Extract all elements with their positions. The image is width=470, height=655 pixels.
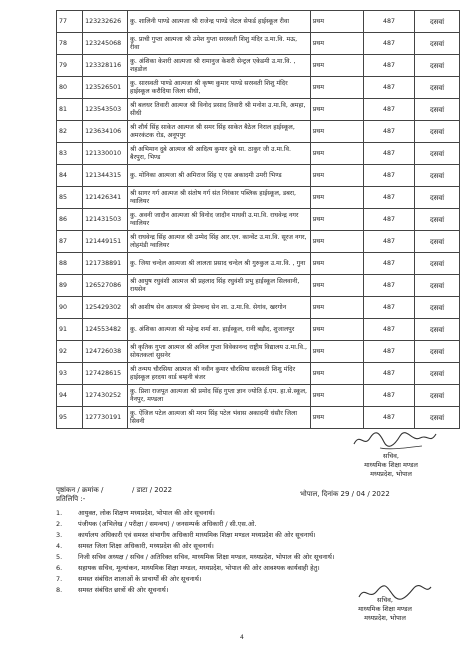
recipient-number: 1. <box>56 509 63 517</box>
marks-cell: 487 <box>363 275 414 297</box>
table-row <box>57 99 460 121</box>
rank-cell: दसवां <box>415 297 460 319</box>
marks-cell: 487 <box>363 253 414 275</box>
rank-cell: दसवां <box>415 121 460 143</box>
serial-number-cell: 80 <box>57 77 83 99</box>
table-row <box>57 209 460 231</box>
student-details-cell: कु. सारस्वती पाण्डे आत्मजा श्री कृष्ण कुमार पाण्डे सरस्वती शिशु मंदिर हाईस्कूल करौदिया जिला सीधी, <box>127 77 310 99</box>
marks-cell: 487 <box>363 407 414 429</box>
marks-cell: 487 <box>363 33 414 55</box>
roll-number-cell: 121738891 <box>83 253 128 275</box>
student-details-cell: श्री सागर गर्ग आत्मज श्री संतोष गर्ग संत निरंकार पब्लिक हाईस्कूल, डबरा, ग्वालियर <box>127 187 310 209</box>
recipient-text: कार्यालय अधिकारी एवं समस्त संभागीय अधिकारी माध्यमिक शिक्षा मण्डल मध्यप्रदेश की ओर सूचनार्थ। <box>78 531 316 539</box>
division-cell: प्रथम <box>310 231 363 253</box>
serial-number-cell: 77 <box>57 11 83 33</box>
marks-cell: 487 <box>363 319 414 341</box>
marks-cell: 487 <box>363 187 414 209</box>
marks-cell: 487 <box>363 385 414 407</box>
student-details-cell: कु. ऐंजिल पटेल आत्मजा श्री मरम सिंह पटेल भंवास अकादमी धंसौर जिला सिवनी <box>127 407 310 429</box>
marks-cell: 487 <box>363 165 414 187</box>
table-row <box>57 231 460 253</box>
table-row <box>57 341 460 363</box>
page-number: 4 <box>240 634 244 641</box>
rank-cell: दसवां <box>415 209 460 231</box>
marks-cell: 487 <box>363 11 414 33</box>
recipient-text: पंजीयक (अभिलेख / परीक्षा / समन्वय) / जनसम्पर्क अधिकारी / सी.एस.ओ. <box>78 520 257 528</box>
table-row <box>57 187 460 209</box>
roll-number-cell: 121330010 <box>83 143 128 165</box>
student-details-cell: श्री राघवेन्द्र सिंह आत्मज श्री उम्मेद सिंह आर.एन. कान्वेंट उ.मा.वि. सूरज नगर, लोहमंडी ग्वालियर <box>127 231 310 253</box>
division-cell: प्रथम <box>310 165 363 187</box>
rank-cell: दसवां <box>415 385 460 407</box>
rank-cell: दसवां <box>415 231 460 253</box>
marks-cell: 487 <box>363 231 414 253</box>
serial-number-cell: 82 <box>57 121 83 143</box>
signatory-location-2: मध्यप्रदेश, भोपाल <box>364 614 406 622</box>
roll-number-cell: 123328116 <box>83 55 128 77</box>
table-row <box>57 165 460 187</box>
signatory-organisation-2: माध्यमिक शिक्षा मण्डल <box>358 605 412 613</box>
serial-number-cell: 90 <box>57 297 83 319</box>
rank-cell: दसवां <box>415 77 460 99</box>
student-details-cell: कु. प्राची गुप्ता आत्मजा श्री उमेश गुप्ता सरस्वती शिशु मंदिर उ.मा.वि. मऊ, रीवा <box>127 33 310 55</box>
merit-list-body <box>57 11 460 429</box>
table-row <box>57 319 460 341</box>
rank-cell: दसवां <box>415 275 460 297</box>
rank-cell: दसवां <box>415 143 460 165</box>
signatory-block-2 <box>330 596 440 623</box>
recipient-text: समस्त जिला शिक्षा अधिकारी, मध्यप्रदेश की ओर सूचनार्थ। <box>78 542 214 550</box>
serial-number-cell: 86 <box>57 209 83 231</box>
division-cell: प्रथम <box>310 253 363 275</box>
signatory-block <box>336 452 446 479</box>
recipient-text: समस्त संबंधित शालाओं के प्राचार्यों की ओर सूचनार्थ। <box>78 575 202 583</box>
serial-number-cell: 88 <box>57 253 83 275</box>
rank-cell: दसवां <box>415 363 460 385</box>
table-row <box>57 275 460 297</box>
roll-number-cell: 127428615 <box>83 363 128 385</box>
roll-number-cell: 124726038 <box>83 341 128 363</box>
student-details-cell: श्री आशीष सेन आत्मज श्री प्रेमचन्द सेन शा. उ.मा.वि. सेगांव, खरगोन <box>127 297 310 319</box>
recipient-number: 7. <box>56 575 63 583</box>
roll-number-cell: 121344315 <box>83 165 128 187</box>
merit-list-table <box>56 10 460 429</box>
roll-number-cell: 127730191 <box>83 407 128 429</box>
serial-number-cell: 87 <box>57 231 83 253</box>
rank-cell: दसवां <box>415 165 460 187</box>
recipient-item <box>56 508 466 519</box>
rank-cell: दसवां <box>415 99 460 121</box>
signature-image <box>350 428 440 452</box>
marks-cell: 487 <box>363 297 414 319</box>
student-details-cell: श्री कृतिक गुप्ता आत्मज श्री अनिल गुप्ता विवेकानन्द राष्ट्रीय विद्यालय उ.मा.वि., सोयतकलां सुसनेर <box>127 341 310 363</box>
roll-number-cell: 121449151 <box>83 231 128 253</box>
recipient-number: 3. <box>56 531 63 539</box>
serial-number-cell: 93 <box>57 363 83 385</box>
recipient-number: 8. <box>56 586 63 594</box>
division-cell: प्रथम <box>310 143 363 165</box>
table-row <box>57 253 460 275</box>
recipient-item <box>56 563 466 574</box>
serial-number-cell: 92 <box>57 341 83 363</box>
recipient-item <box>56 519 466 530</box>
table-row <box>57 55 460 77</box>
division-cell: प्रथम <box>310 319 363 341</box>
student-details-cell: कु. मोनिका आत्मजा श्री अमिराज सिंह ए एस अकादमी उमरी भिण्ड <box>127 165 310 187</box>
serial-number-cell: 85 <box>57 187 83 209</box>
division-cell: प्रथम <box>310 363 363 385</box>
recipient-number: 2. <box>56 520 63 528</box>
signatory-designation-2: सचिव, <box>377 596 393 604</box>
division-cell: प्रथम <box>310 99 363 121</box>
copy-to-heading: प्रतिलिपि :- <box>56 495 86 503</box>
table-row <box>57 363 460 385</box>
table-row <box>57 143 460 165</box>
recipient-text: आयुक्त, लोक शिक्षण मध्यप्रदेश, भोपाल की ओर सूचनार्थ। <box>78 509 215 517</box>
division-cell: प्रथम <box>310 297 363 319</box>
recipient-number: 4. <box>56 542 63 550</box>
serial-number-cell: 79 <box>57 55 83 77</box>
endorsement-number: पृष्ठांकन / क्रमांक / <box>56 486 104 494</box>
division-cell: प्रथम <box>310 11 363 33</box>
serial-number-cell: 84 <box>57 165 83 187</box>
recipient-text: निजी सचिव अध्यक्ष / सचिव / अतिरिक्त सचिव, माध्यमिक शिक्षा मण्डल, मध्यप्रदेश, भोपाल की ओर सूचनार्थ। <box>78 553 335 561</box>
student-details-cell: श्री अभिमान दुबे आत्मज श्री आदित्य कुमार दुबे सा. ठाकुर जी उ.मा.वि. बैरपुरा, भिण्ड <box>127 143 310 165</box>
division-cell: प्रथम <box>310 385 363 407</box>
serial-number-cell: 78 <box>57 33 83 55</box>
table-row <box>57 33 460 55</box>
student-details-cell: कु. शालिनी पाण्डे आत्मजा श्री राजेन्द्र पाण्डे जेटल सेफर्ड हाईस्कूल रीवा <box>127 11 310 33</box>
marks-cell: 487 <box>363 99 414 121</box>
signatory-location: मध्यप्रदेश, भोपाल <box>370 470 412 478</box>
rank-cell: दसवां <box>415 341 460 363</box>
student-details-cell: श्री शौर्य सिंह साकेत आत्मज श्री समर सिंह साकेत बैठेल निराल हाईस्कूल, अमरकंटक रोड, अनूपपुर <box>127 121 310 143</box>
recipient-number: 6. <box>56 564 63 572</box>
roll-number-cell: 123543503 <box>83 99 128 121</box>
division-cell: प्रथम <box>310 407 363 429</box>
table-row <box>57 385 460 407</box>
endorsement-dated: / डाटा / 2022 <box>132 486 173 494</box>
student-details-cell: श्री बलधर तिवारी आत्मज श्री विनोद प्रसाद तिवारी श्री मनोश उ.मा.वि, अमहा, सीधी <box>127 99 310 121</box>
serial-number-cell: 83 <box>57 143 83 165</box>
serial-number-cell: 81 <box>57 99 83 121</box>
division-cell: प्रथम <box>310 77 363 99</box>
student-details-cell: कु. अवनी जादौन आत्मजा श्री विनोद जादौन माधवी उ.मा.वि. राघवेन्द्र नगर ग्वालियर <box>127 209 310 231</box>
signatory-designation: सचिव, <box>383 452 399 460</box>
marks-cell: 487 <box>363 341 414 363</box>
marks-cell: 487 <box>363 363 414 385</box>
rank-cell: दसवां <box>415 11 460 33</box>
serial-number-cell: 91 <box>57 319 83 341</box>
signatory-organisation: माध्यमिक शिक्षा मण्डल <box>364 461 418 469</box>
roll-number-cell: 127430252 <box>83 385 128 407</box>
recipient-item <box>56 552 466 563</box>
roll-number-cell: 121431503 <box>83 209 128 231</box>
table-row <box>57 11 460 33</box>
student-details-cell: श्री आयुष रघुवंशी आत्मज श्री प्रहलाद सिंह रघुवंशी प्रभु हाईस्कूल सिलवानी, रायसेन <box>127 275 310 297</box>
roll-number-cell: 126527086 <box>83 275 128 297</box>
rank-cell: दसवां <box>415 407 460 429</box>
table-row <box>57 77 460 99</box>
marks-cell: 487 <box>363 121 414 143</box>
marks-cell: 487 <box>363 209 414 231</box>
recipient-text: समस्त संबंधित छात्रों की ओर सूचनार्थ। <box>78 586 169 594</box>
rank-cell: दसवां <box>415 33 460 55</box>
student-details-cell: कु. जिया चन्देल आत्मजा श्री लालता प्रसाद चन्देल श्री गुरुकुल उ.मा.वि. , गुना <box>127 253 310 275</box>
serial-number-cell: 89 <box>57 275 83 297</box>
division-cell: प्रथम <box>310 121 363 143</box>
roll-number-cell: 123526501 <box>83 77 128 99</box>
division-cell: प्रथम <box>310 341 363 363</box>
student-details-cell: कु. अंशिका केशरी आत्मजा श्री रामानुज केशरी सेन्ट्रल एकेडमी उ.मा.वि. , शहडोल <box>127 55 310 77</box>
roll-number-cell: 121426341 <box>83 187 128 209</box>
table-row <box>57 121 460 143</box>
recipient-text: सहायक सचिव, मूल्यांकन, माध्यमिक शिक्षा मण्डल, मध्यप्रदेश, भोपाल की ओर आवश्यक कार्यवाही हेतु। <box>78 564 320 572</box>
division-cell: प्रथम <box>310 55 363 77</box>
rank-cell: दसवां <box>415 319 460 341</box>
student-details-cell: कु. प्रिशा राजपूत आत्मजा श्री प्रमोद सिंह गुप्ता ज्ञान ज्योति ई.एम. हा.से.स्कूल, नैनपुर, मण्डला <box>127 385 310 407</box>
roll-number-cell: 124553482 <box>83 319 128 341</box>
student-details-cell: कु. अंशिका आत्मजा श्री महेन्द्र शर्मा शा. हाईस्कूल, रानी बड़ौद, शुजालपुर <box>127 319 310 341</box>
marks-cell: 487 <box>363 143 414 165</box>
roll-number-cell: 123245068 <box>83 33 128 55</box>
marks-cell: 487 <box>363 77 414 99</box>
roll-number-cell: 125429302 <box>83 297 128 319</box>
division-cell: प्रथम <box>310 33 363 55</box>
serial-number-cell: 95 <box>57 407 83 429</box>
rank-cell: दसवां <box>415 55 460 77</box>
marks-cell: 487 <box>363 55 414 77</box>
division-cell: प्रथम <box>310 275 363 297</box>
place-date: भोपाल, दिनांक 29 / 04 / 2022 <box>300 490 390 498</box>
division-cell: प्रथम <box>310 187 363 209</box>
roll-number-cell: 123634106 <box>83 121 128 143</box>
division-cell: प्रथम <box>310 209 363 231</box>
recipient-item <box>56 541 466 552</box>
table-row <box>57 297 460 319</box>
roll-number-cell: 123232626 <box>83 11 128 33</box>
recipient-number: 5. <box>56 553 63 561</box>
student-details-cell: श्री तन्मय चौरसिया आत्मज श्री नवीन कुमार चौरसिया सरस्वती शिशु मंदिर हाईस्कूल हरदया वार्ड बम्हनी बंजर <box>127 363 310 385</box>
recipient-item <box>56 530 466 541</box>
rank-cell: दसवां <box>415 187 460 209</box>
table-row <box>57 407 460 429</box>
serial-number-cell: 94 <box>57 385 83 407</box>
rank-cell: दसवां <box>415 253 460 275</box>
